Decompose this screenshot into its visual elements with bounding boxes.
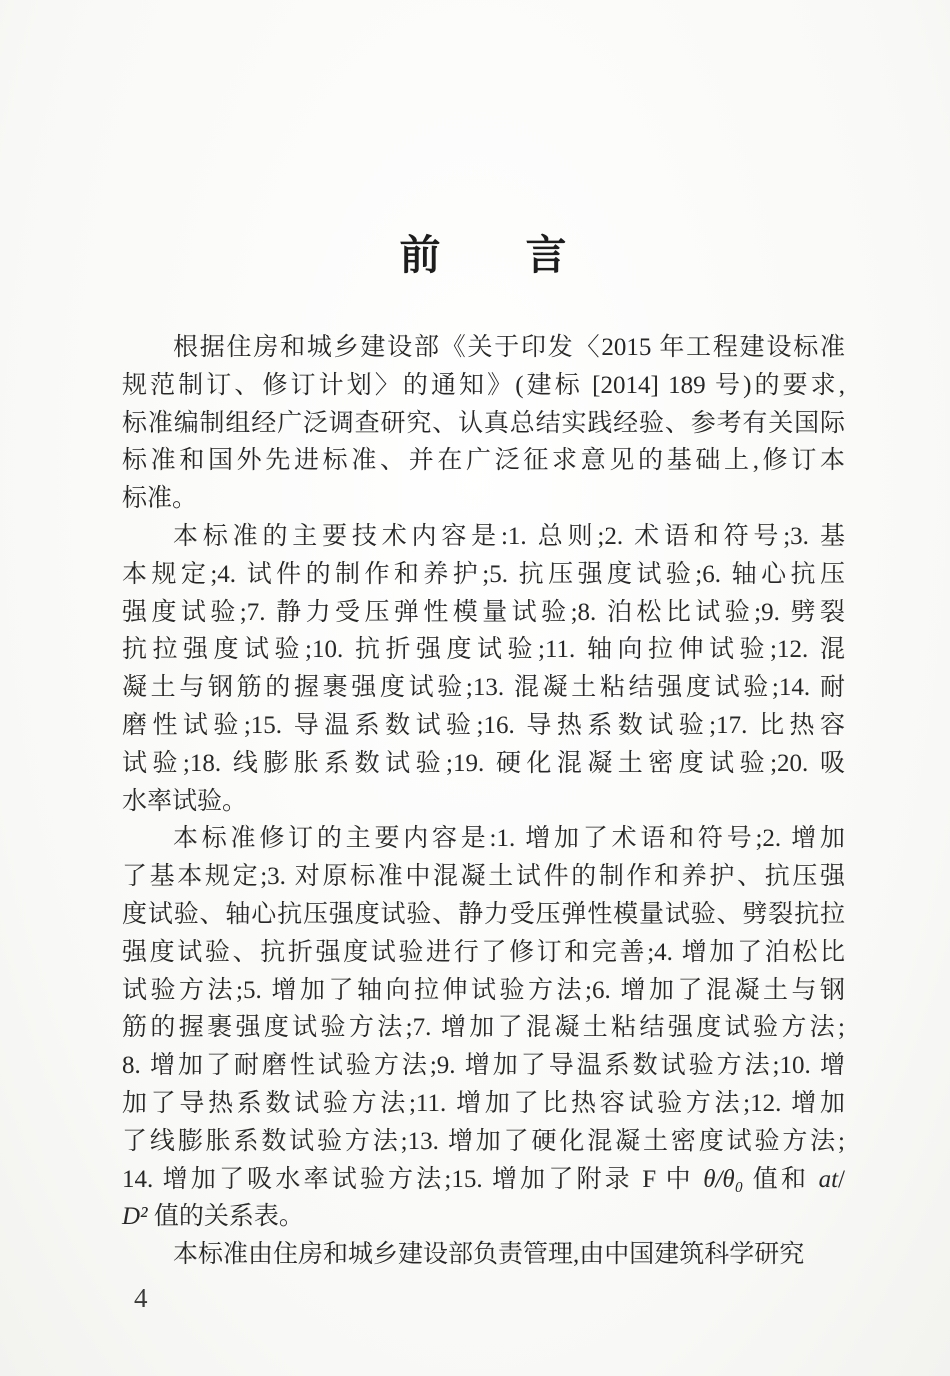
text-run: 值的关系表。 xyxy=(147,1203,304,1231)
text-run: 筋的握裹强度试验方法;7. 增加了混凝土粘结强度试验方法; xyxy=(122,1014,845,1042)
text-line xyxy=(122,1123,845,1161)
text-run: 磨性试验;15. 导温系数试验;16. 导热系数试验;17. 比热容 xyxy=(122,711,845,739)
text-run: 本规定;4. 试件的制作和养护;5. 抗压强度试验;6. 轴心抗压 xyxy=(122,560,845,588)
document-body xyxy=(122,329,845,1274)
text-line xyxy=(122,896,845,934)
italic-text-run: θ/θ₀ xyxy=(703,1165,744,1193)
text-line xyxy=(122,556,845,594)
text-run: 试验;18. 线膨胀系数试验;19. 硬化混凝土密度试验;20. 吸 xyxy=(122,749,845,777)
text-run: 根据住房和城乡建设部《关于印发〈2015 年工程建设标准 xyxy=(173,334,845,361)
text-run: 规范制订、修订计划〉的通知》(建标 [2014] 189 号)的要求, xyxy=(122,371,845,399)
text-run: 值和 xyxy=(743,1165,819,1193)
text-line xyxy=(122,631,845,669)
text-run: 标准。 xyxy=(122,485,198,513)
text-line xyxy=(122,405,845,443)
italic-text-run: D² xyxy=(122,1203,148,1231)
text-run: 本标准修订的主要内容是:1. 增加了术语和符号;2. 增加 xyxy=(173,825,845,853)
text-line xyxy=(122,972,845,1010)
text-run: 了线膨胀系数试验方法;13. 增加了硬化混凝土密度试验方法; xyxy=(122,1127,845,1155)
text-line xyxy=(122,707,845,745)
text-run: 凝土与钢筋的握裹强度试验;13. 混凝土粘结强度试验;14. 耐 xyxy=(122,674,845,702)
text-line xyxy=(122,442,845,480)
text-line xyxy=(122,1236,845,1274)
text-line xyxy=(122,669,845,707)
text-run: 标准和国外先进标准、并在广泛征求意见的基础上,修订本 xyxy=(122,447,845,475)
text-line xyxy=(122,745,845,783)
text-run: 试验方法;5. 增加了轴向拉伸试验方法;6. 增加了混凝土与钢 xyxy=(122,976,845,1004)
text-run: 水率试验。 xyxy=(122,787,248,815)
text-run: 8. 增加了耐磨性试验方法;9. 增加了导温系数试验方法;10. 增 xyxy=(122,1052,845,1080)
text-run: 标准编制组经广泛调查研究、认真总结实践经验、参考有关国际 xyxy=(122,409,845,437)
text-line xyxy=(122,518,845,556)
text-line xyxy=(122,594,845,632)
text-run: / xyxy=(838,1165,845,1193)
text-line xyxy=(122,783,845,821)
text-run: 本标准由住房和城乡建设部负责管理,由中国建筑科学研究 xyxy=(173,1241,805,1269)
text-line xyxy=(122,820,845,858)
text-run: 了基本规定;3. 对原标准中混凝土试件的制作和养护、抗压强 xyxy=(122,863,845,891)
text-run: 度试验、轴心抗压强度试验、静力受压弹性模量试验、劈裂抗拉 xyxy=(122,900,845,928)
text-line xyxy=(122,1009,845,1047)
text-line xyxy=(122,934,845,972)
text-run: 强度试验、抗折强度试验进行了修订和完善;4. 增加了泊松比 xyxy=(122,938,845,966)
text-line xyxy=(122,1085,845,1123)
text-line xyxy=(122,329,845,367)
text-line xyxy=(122,1198,845,1236)
text-run: 14. 增加了吸水率试验方法;15. 增加了附录 F 中 xyxy=(122,1165,704,1193)
page-number: 4 xyxy=(134,1283,148,1313)
text-run: 抗拉强度试验;10. 抗折强度试验;11. 轴向拉伸试验;12. 混 xyxy=(122,636,845,664)
text-line xyxy=(122,1047,845,1085)
text-run: 强度试验;7. 静力受压弹性模量试验;8. 泊松比试验;9. 劈裂 xyxy=(122,598,845,626)
text-run: 加了导热系数试验方法;11. 增加了比热容试验方法;12. 增加 xyxy=(122,1089,845,1117)
text-line xyxy=(122,1161,845,1199)
page-title: 前 言 xyxy=(399,232,568,278)
text-line xyxy=(122,480,845,518)
italic-text-run: at xyxy=(818,1165,839,1193)
text-line xyxy=(122,367,845,405)
text-line xyxy=(122,858,845,896)
text-run: 本标准的主要技术内容是:1. 总则;2. 术语和符号;3. 基 xyxy=(173,522,845,550)
